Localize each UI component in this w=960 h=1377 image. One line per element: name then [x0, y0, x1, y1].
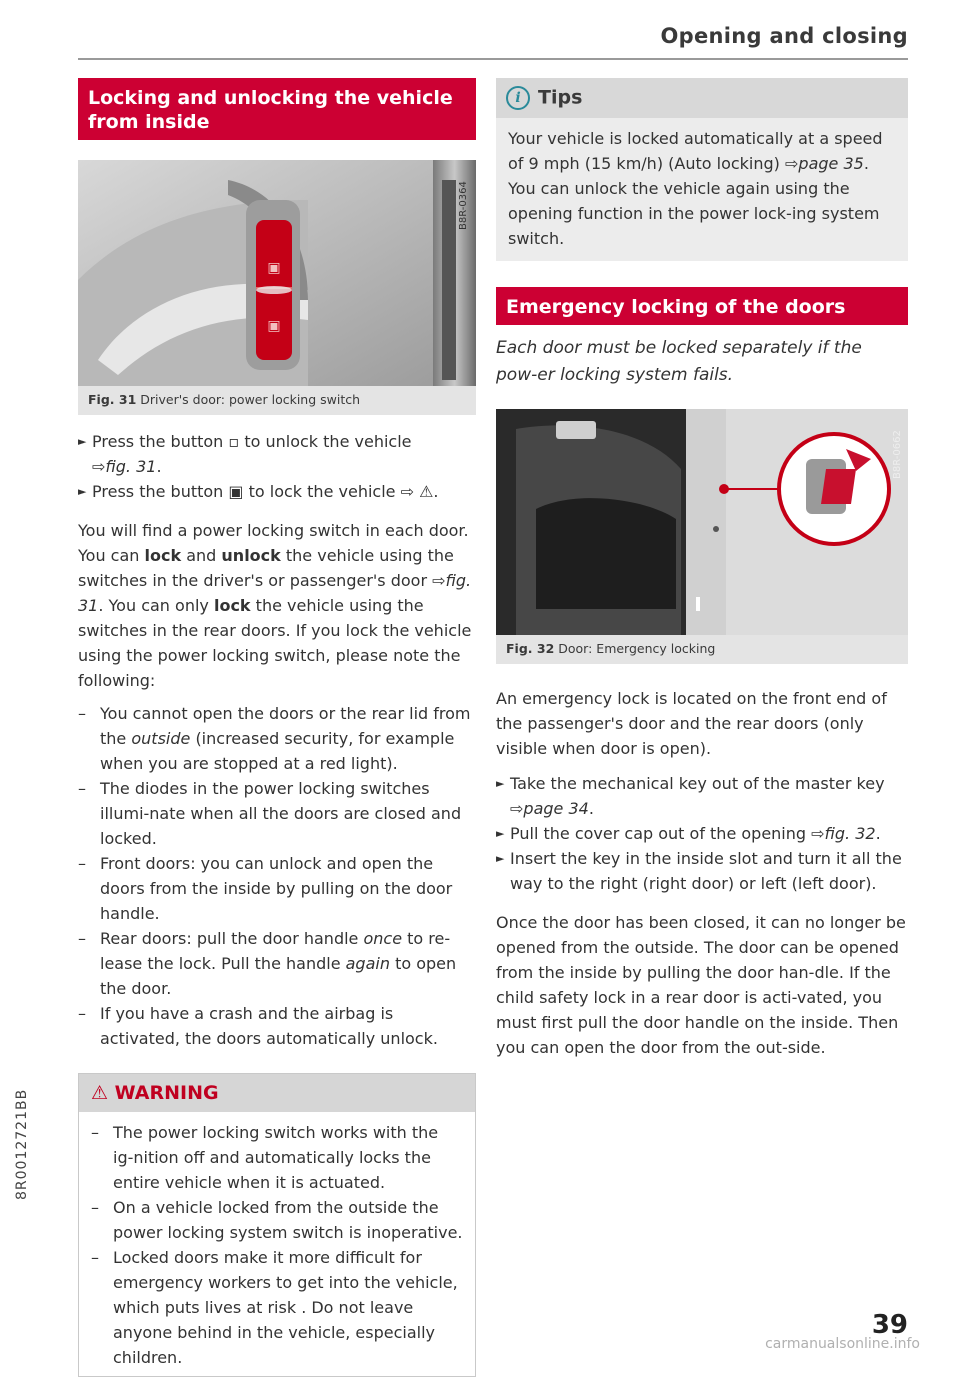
step-bullet-icon: ► — [496, 827, 505, 840]
step-suffix: . — [433, 482, 439, 501]
warning-body — [79, 1112, 475, 1376]
svg-text:▣: ▣ — [267, 260, 281, 276]
fig-31-link[interactable]: ⇨fig. 31 — [92, 457, 157, 476]
figure-32-caption — [496, 635, 908, 664]
list-item: – Rear doors: pull the door handle once to re-lease the lock. Pull the handle again to open the door. — [78, 929, 457, 998]
page-34-link[interactable]: ⇨page 34 — [510, 799, 589, 818]
step-bullet-icon: ► — [496, 777, 505, 790]
emergency-paragraph-1: An emergency lock is located on the front end of the passenger's door and the rear doors (only visible when door is open). — [496, 689, 887, 758]
emergency-steps — [496, 771, 908, 896]
step-lock — [78, 479, 476, 504]
door-switch-illustration — [78, 160, 476, 386]
tips-title: Tips — [538, 86, 583, 109]
figure-caption-text: Door: Emergency locking — [558, 641, 716, 656]
warning-link[interactable]: ⇨ ⚠ — [400, 482, 434, 501]
figure-label: Fig. 32 — [506, 641, 555, 656]
step-text: to unlock the vehicle — [244, 432, 412, 451]
figure-label: Fig. 31 — [88, 392, 137, 407]
locking-paragraph: You will find a power locking switch in each door. You can lock and unlock the vehicle using the switches in the driver's or passenger's door ⇨fig. 31. You can only lock the vehicle using the switches in the rear doors. If you lock the vehicle using the power locking switch, please note the following: — [78, 521, 472, 690]
list-item: – Front doors: you can unlock and open the doors from the inside by pulling on the door handle. — [78, 854, 453, 923]
warning-header — [79, 1074, 475, 1112]
step-text: Press the button — [92, 482, 224, 501]
emergency-intro: Each door must be locked separately if the pow-er locking system fails. — [496, 338, 862, 385]
tips-body: Your vehicle is locked automatically at a speed of 9 mph (15 km/h) (Auto locking) ⇨page 35. You can unlock the vehicle again using the opening function in the power lock-ing system switch. — [508, 129, 883, 248]
step-pull-cap: ► Pull the cover cap out of the opening ⇨fig. 32. — [496, 821, 908, 846]
tips-header — [496, 78, 908, 118]
left-column — [78, 78, 476, 1377]
step-insert-key: ► Insert the key in the inside slot and turn it all the way to the right (right door) or left (left door). — [496, 846, 908, 896]
emergency-lock-illustration — [496, 409, 908, 635]
figure-31 — [78, 160, 476, 386]
step-unlock — [78, 429, 476, 479]
page-35-link[interactable]: ⇨page 35 — [785, 154, 864, 173]
right-column — [496, 78, 908, 1060]
instruction-steps — [78, 429, 476, 504]
figure-code: B8R-0364 — [458, 181, 469, 230]
header-rule — [78, 58, 908, 60]
unlock-symbol-icon: ▫ — [228, 432, 240, 451]
step-suffix: . — [156, 457, 162, 476]
side-document-code: 8R0012721BB — [14, 1088, 30, 1200]
list-item: – Locked doors make it more difficult for emergency workers to get into the vehicle, which puts lives at risk . Do not leave anyone behind in the vehicle, especially children. — [91, 1248, 458, 1367]
page-number: 39 — [871, 1310, 908, 1340]
list-item: – On a vehicle locked from the outside the power locking system switch is inoperative. — [91, 1198, 463, 1242]
emergency-paragraph-2: Once the door has been closed, it can no longer be opened from the outside. The door can be opened from the inside by pulling the door han-dle. If the child safety lock in a rear door is acti-vated, you must first pull the door handle on the inside. Then you can open the door from the out-side. — [496, 913, 906, 1057]
list-item: – The diodes in the power locking switches illumi-nate when all the doors are closed and locked. — [78, 779, 462, 848]
figure-32 — [496, 409, 908, 635]
step-text: Press the button — [92, 432, 224, 451]
figure-31-caption — [78, 386, 476, 415]
warning-box — [78, 1073, 476, 1377]
step-bullet-icon: ► — [496, 852, 505, 865]
step-text: to lock the vehicle — [248, 482, 396, 501]
section-title-emergency: Emergency locking of the doors — [496, 287, 908, 325]
list-item: – If you have a crash and the airbag is activated, the doors automatically unlock. — [78, 1004, 438, 1048]
step-take-key: ► Take the mechanical key out of the master key ⇨page 34. — [496, 771, 908, 821]
figure-code: B8R-0662 — [892, 430, 903, 479]
list-item: – The power locking switch works with the ig-nition off and automatically locks the entire vehicle when it is actuated. — [91, 1123, 439, 1192]
warning-title: WARNING — [114, 1082, 219, 1104]
warning-triangle-icon: ⚠ — [91, 1082, 109, 1104]
info-icon: i — [506, 86, 530, 110]
watermark: carmanualsonline.info — [765, 1336, 920, 1352]
fig-32-link[interactable]: ⇨fig. 32 — [811, 824, 876, 843]
step-bullet-icon: ► — [78, 435, 87, 448]
running-header: Opening and closing — [660, 24, 908, 48]
svg-text:▣: ▣ — [267, 318, 281, 334]
list-item: – You cannot open the doors or the rear lid from the outside (increased security, for example when you are stopped at a red light). — [78, 704, 471, 773]
lock-symbol-icon: ▣ — [228, 482, 244, 501]
tips-box — [496, 78, 908, 261]
fig-31-link[interactable]: ⇨fig. 31 — [78, 571, 472, 615]
section-title-locking: Locking and unlocking the vehicle from inside — [78, 78, 476, 140]
figure-caption-text: Driver's door: power locking switch — [140, 392, 361, 407]
step-bullet-icon: ► — [78, 485, 87, 498]
locking-notes-list — [78, 701, 476, 1051]
